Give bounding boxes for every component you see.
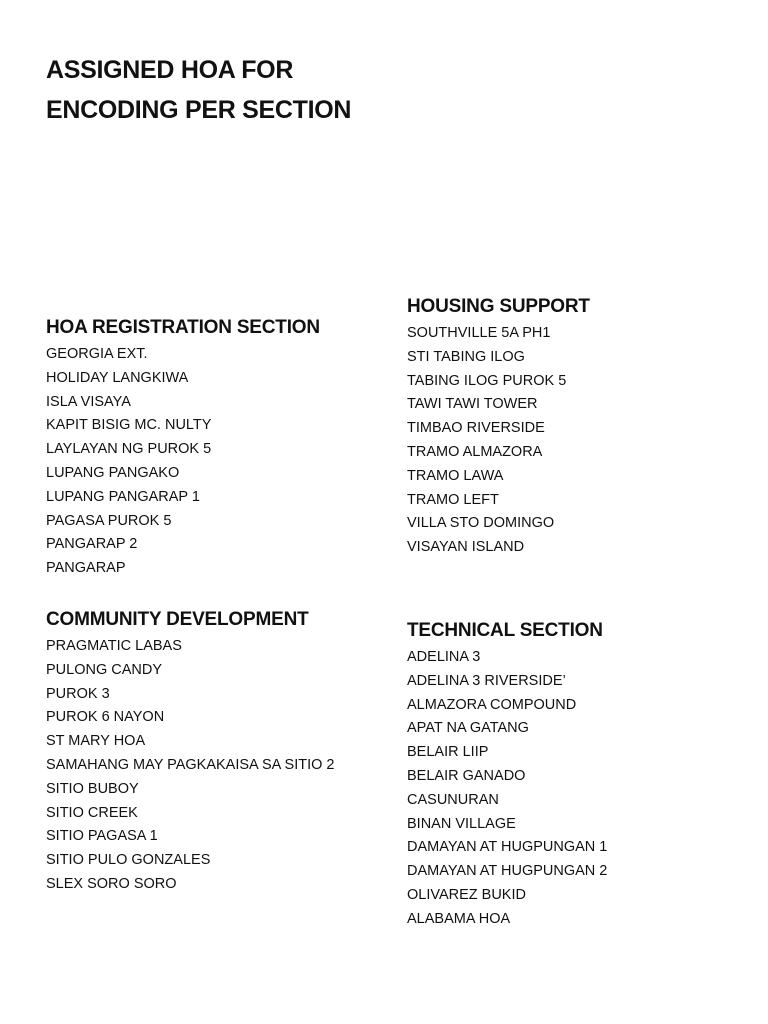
hoa-list-item: LUPANG PANGAKO (46, 464, 180, 481)
hoa-list (407, 322, 590, 560)
hoa-list-item: OLIVAREZ BUKID (407, 886, 526, 903)
hoa-list-item: CASUNURAN (407, 791, 499, 808)
hoa-list-item: TRAMO LEFT (407, 491, 499, 508)
hoa-list-item: TAWI TAWI TOWER (407, 396, 538, 413)
hoa-list-item: ALMAZORA COMPOUND (407, 696, 577, 713)
hoa-list-item: SAMAHANG MAY PAGKAKAISA SA SITIO 2 (46, 756, 335, 773)
hoa-list-item: VISAYAN ISLAND (407, 539, 525, 556)
hoa-list-item: PANGARAP (46, 560, 126, 577)
hoa-list-item: SOUTHVILLE 5A PH1 (407, 325, 551, 341)
hoa-list-item: ADELINA 3 RIVERSIDE’ (407, 672, 566, 689)
hoa-list-item: TRAMO ALMAZORA (407, 443, 543, 460)
housing-support-section (407, 294, 590, 560)
document-title-line: ENCODING PER SECTION (46, 96, 352, 124)
hoa-list (407, 646, 607, 932)
document-title (46, 50, 351, 130)
hoa-list-item: APAT NA GATANG (407, 720, 529, 737)
hoa-list-item: TIMBAO RIVERSIDE (407, 420, 545, 437)
hoa-list-item: ALABAMA HOA (407, 910, 511, 927)
section-heading: HOA REGISTRATION SECTION (46, 317, 320, 338)
hoa-list-item: DAMAYAN AT HUGPUNGAN 1 (407, 839, 608, 856)
hoa-list-item: LAYLAYAN NG PUROK 5 (46, 441, 212, 458)
hoa-list-item: SLEX SORO SORO (46, 875, 177, 892)
hoa-list-item: PUROK 6 NAYON (46, 709, 165, 726)
hoa-list (46, 635, 335, 897)
hoa-list-item: LUPANG PANGARAP 1 (46, 488, 200, 505)
hoa-list-item: PRAGMATIC LABAS (46, 638, 182, 654)
hoa-list-item: SITIO BUBOY (46, 780, 139, 797)
section-heading: HOUSING SUPPORT (407, 296, 590, 317)
community-development-section (46, 607, 335, 897)
section-heading: TECHNICAL SECTION (407, 620, 603, 641)
hoa-list-item: PUROK 3 (46, 685, 110, 702)
hoa-list-item: KAPIT BISIG MC. NULTY (46, 417, 212, 434)
hoa-list-item: PANGARAP 2 (46, 536, 138, 553)
hoa-list-item: BELAIR GANADO (407, 767, 526, 784)
hoa-list-item: DAMAYAN AT HUGPUNGAN 2 (407, 863, 608, 880)
hoa-list-item: SITIO CREEK (46, 804, 138, 821)
hoa-list-item: PULONG CANDY (46, 661, 163, 678)
hoa-list-item: BINAN VILLAGE (407, 815, 516, 832)
hoa-list-item: HOLIDAY LANGKIWA (46, 369, 189, 386)
hoa-registration-section (46, 315, 320, 581)
hoa-list-item: VILLA STO DOMINGO (407, 515, 555, 532)
hoa-list-item: GEORGIA EXT. (46, 346, 148, 362)
hoa-list-item: SITIO PAGASA 1 (46, 828, 158, 845)
hoa-list-item: ST MARY HOA (46, 733, 146, 750)
document-title-line: ASSIGNED HOA FOR (46, 56, 294, 84)
section-heading: COMMUNITY DEVELOPMENT (46, 609, 309, 630)
hoa-list-item: TABING ILOG PUROK 5 (407, 372, 567, 389)
hoa-list-item: STI TABING ILOG (407, 348, 525, 365)
hoa-list-item: TRAMO LAWA (407, 467, 504, 484)
hoa-list-item: ADELINA 3 (407, 649, 481, 665)
hoa-list-item: SITIO PULO GONZALES (46, 852, 211, 869)
hoa-list-item: BELAIR LIIP (407, 744, 489, 761)
hoa-list-item: ISLA VISAYA (46, 393, 131, 410)
hoa-list (46, 343, 320, 581)
technical-section (407, 618, 607, 932)
hoa-list-item: PAGASA PUROK 5 (46, 512, 172, 529)
